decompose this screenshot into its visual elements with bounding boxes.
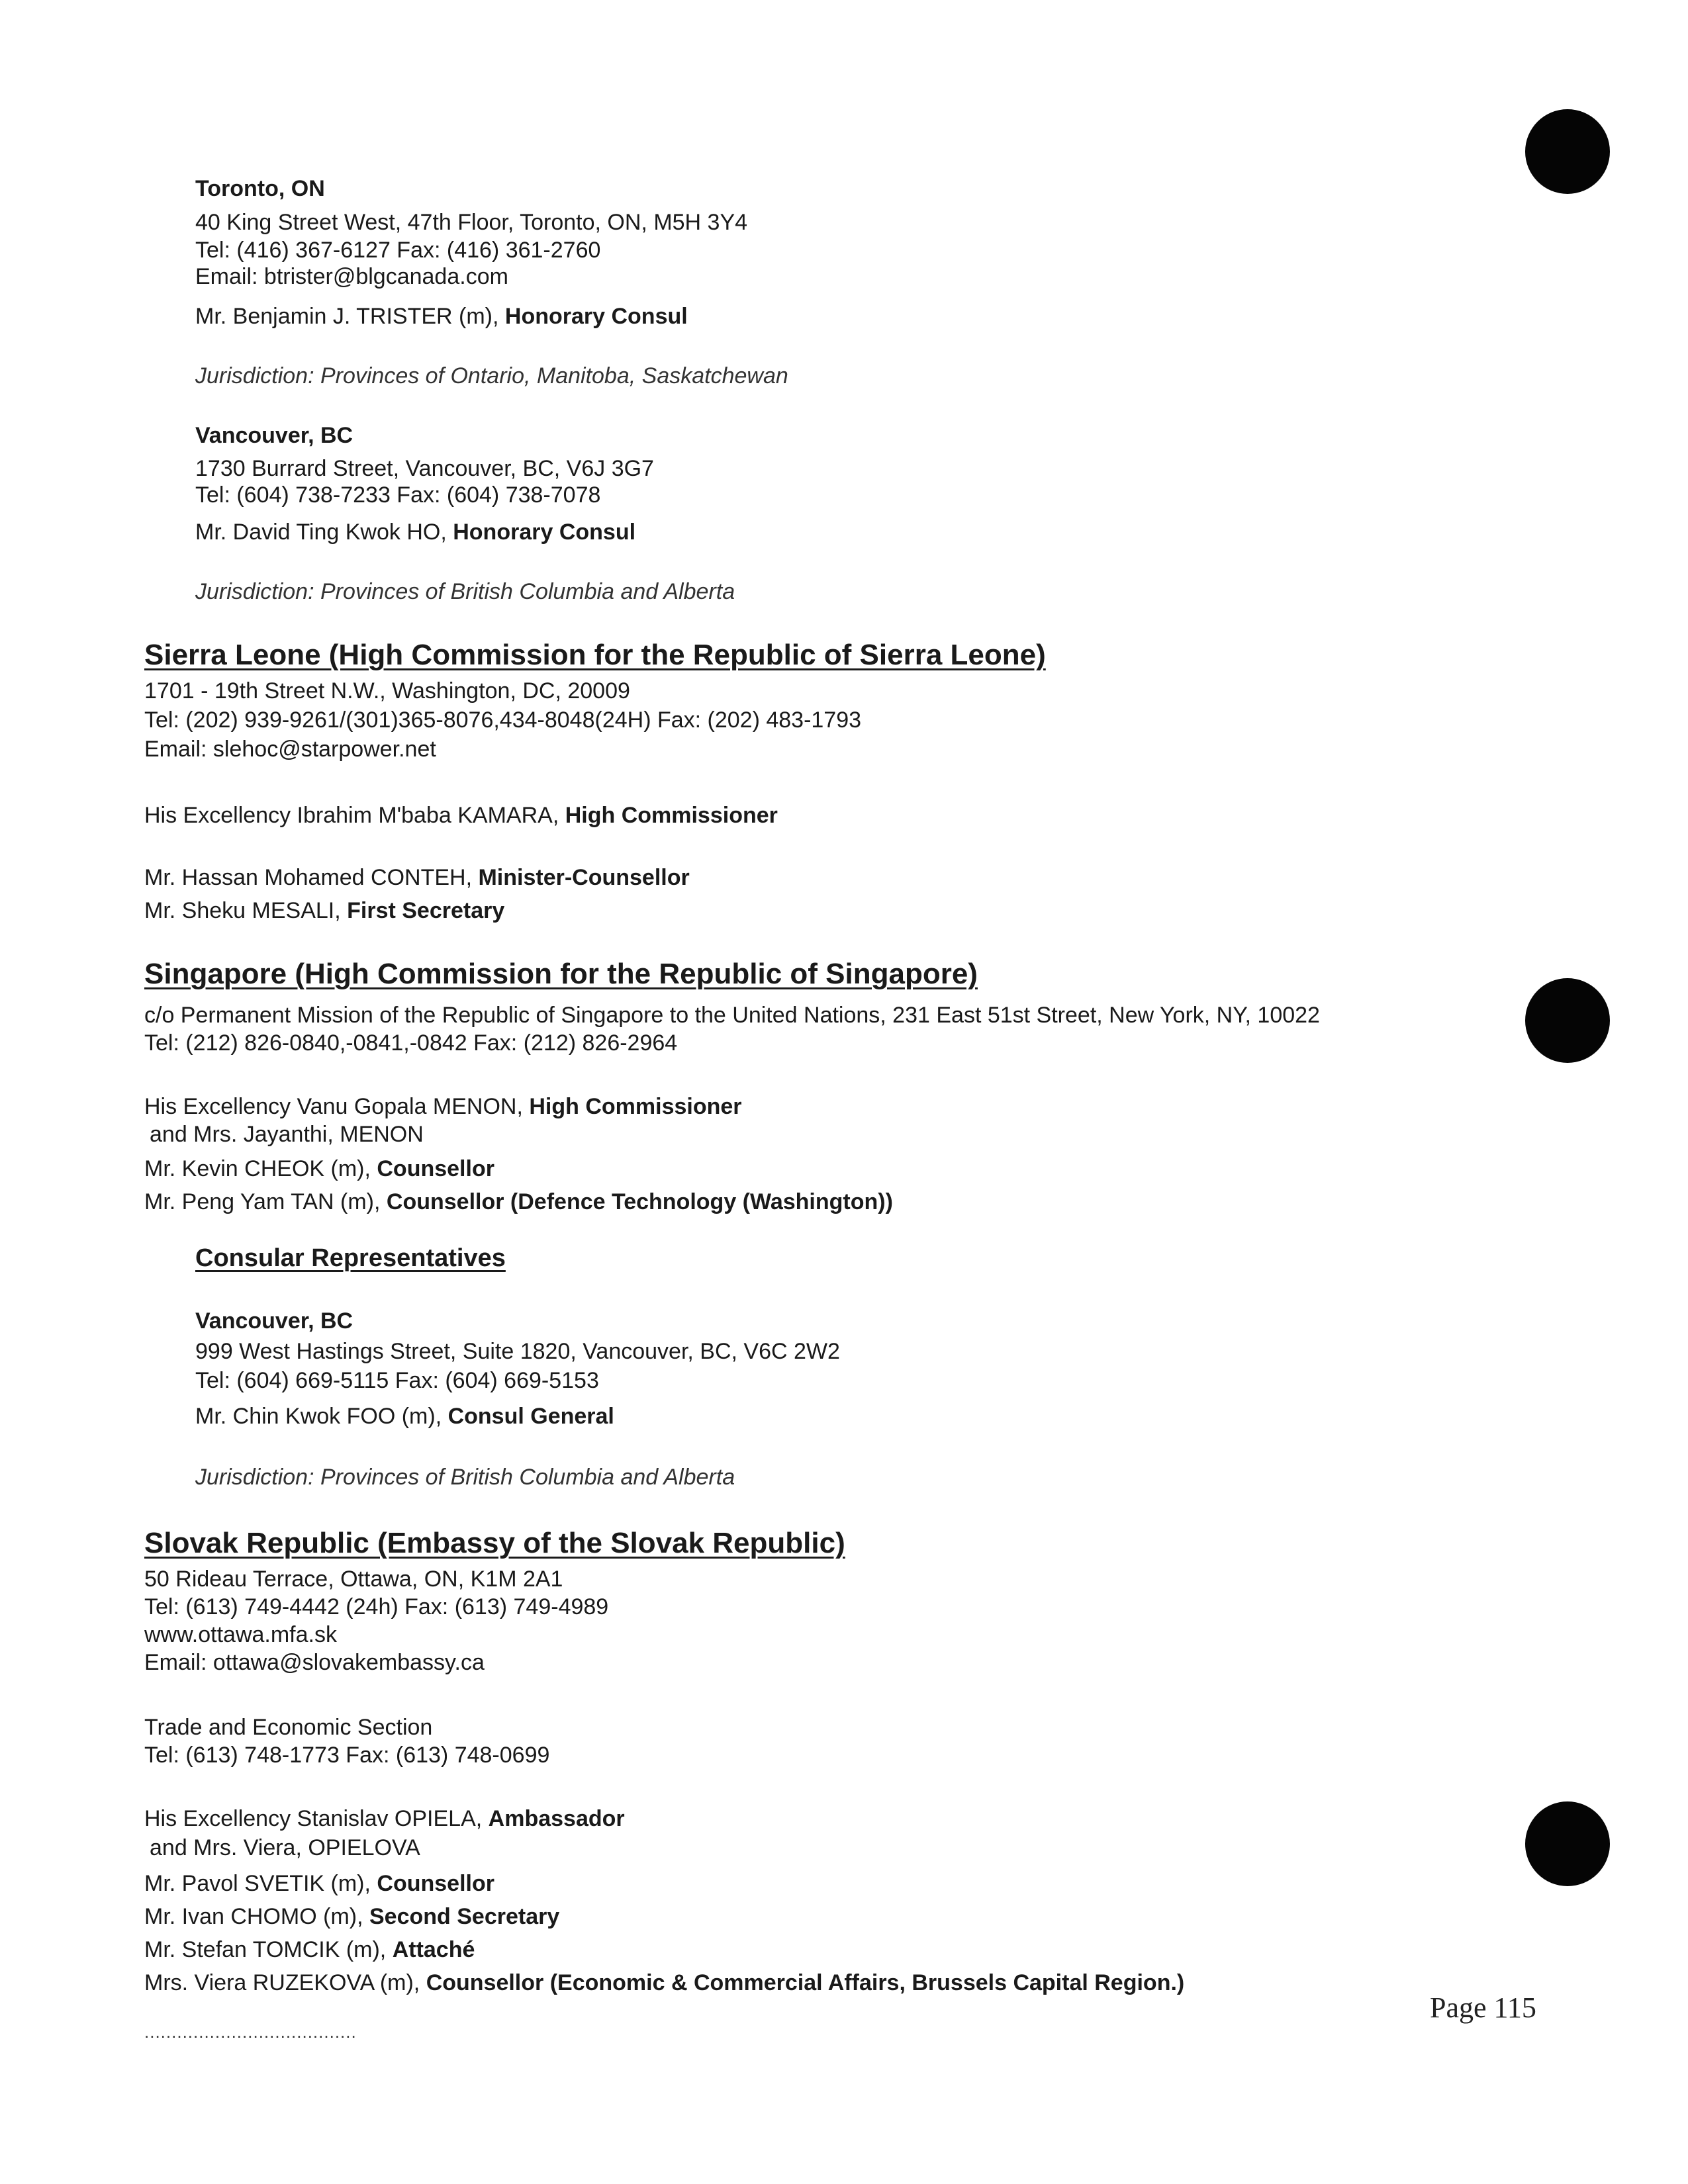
sierra-leone-email: Email: slehoc@starpower.net [144, 737, 436, 762]
slovak-trade-tel: Tel: (613) 748-1773 Fax: (613) 748-0699 [144, 1743, 550, 1768]
singapore-person-1 [144, 1093, 742, 1120]
singapore-consular-address: 999 West Hastings Street, Suite 1820, Vancouver, BC, V6C 2W2 [195, 1339, 840, 1364]
slovak-person-4 [144, 1936, 475, 1963]
slovak-person-5 [144, 1970, 1184, 1996]
vancouver1-jurisdiction: Jurisdiction: Provinces of British Columbia and Alberta [195, 579, 735, 604]
person-name: Mr. Ivan CHOMO (m), [144, 1904, 369, 1929]
singapore-person-2 [144, 1156, 494, 1182]
person-name: Mr. Hassan Mohamed CONTEH, [144, 865, 479, 890]
person-title: Minister-Counsellor [478, 865, 690, 890]
punch-hole-middle [1525, 978, 1610, 1063]
person-name: His Excellency Vanu Gopala MENON, [144, 1094, 530, 1119]
page-number: Page 115 [1430, 1991, 1536, 2024]
sierra-leone-address: 1701 - 19th Street N.W., Washington, DC, 20009 [144, 678, 630, 704]
person-name: Mr. Sheku MESALI, [144, 898, 348, 923]
singapore-consular-city: Vancouver, BC [195, 1308, 353, 1334]
person-title: High Commissioner [565, 803, 778, 828]
toronto-person-line [195, 303, 688, 330]
vancouver1-address: 1730 Burrard Street, Vancouver, BC, V6J 3G7 [195, 456, 654, 481]
slovak-person-3 [144, 1903, 559, 1930]
person-name: Mr. Chin Kwok FOO (m), [195, 1404, 448, 1429]
person-title: First Secretary [347, 898, 505, 923]
slovak-spouse: and Mrs. Viera, OPIELOVA [150, 1835, 420, 1860]
person-title: Counsellor [377, 1156, 494, 1181]
toronto-address: 40 King Street West, 47th Floor, Toronto, ON, M5H 3Y4 [195, 210, 748, 235]
slovak-email: Email: ottawa@slovakembassy.ca [144, 1650, 485, 1675]
slovak-address: 50 Rideau Terrace, Ottawa, ON, K1M 2A1 [144, 1567, 563, 1592]
person-name: Mr. Pavol SVETIK (m), [144, 1871, 377, 1896]
sierra-leone-person-1 [144, 802, 778, 829]
singapore-address: c/o Permanent Mission of the Republic of Singapore to the United Nations, 231 East 51st Street, New York, NY, 10022 [144, 1003, 1320, 1028]
person-name: Mrs. Viera RUZEKOVA (m), [144, 1970, 426, 1995]
person-name: His Excellency Stanislav OPIELA, [144, 1806, 489, 1831]
vancouver1-tel: Tel: (604) 738-7233 Fax: (604) 738-7078 [195, 482, 601, 508]
slovak-heading: Slovak Republic (Embassy of the Slovak Republic) [144, 1527, 845, 1559]
singapore-consular-heading: Consular Representatives [195, 1244, 506, 1272]
slovak-tel: Tel: (613) 749-4442 (24h) Fax: (613) 749-4989 [144, 1594, 609, 1619]
toronto-title: Honorary Consul [504, 304, 688, 329]
person-name: Mr. Peng Yam TAN (m), [144, 1189, 387, 1214]
slovak-trade-section: Trade and Economic Section [144, 1715, 433, 1740]
person-title: Second Secretary [369, 1904, 560, 1929]
person-title: Counsellor (Defence Technology (Washington)) [386, 1189, 893, 1214]
singapore-tel: Tel: (212) 826-0840,-0841,-0842 Fax: (212) 826-2964 [144, 1030, 678, 1056]
vancouver1-city: Vancouver, BC [195, 423, 353, 448]
person-title: High Commissioner [529, 1094, 742, 1119]
person-title: Counsellor [377, 1871, 494, 1896]
toronto-person: Mr. Benjamin J. TRISTER (m), [195, 304, 505, 329]
person-title: Counsellor (Economic & Commercial Affairs, Brussels Capital Region.) [426, 1970, 1185, 1995]
singapore-jurisdiction: Jurisdiction: Provinces of British Columbia and Alberta [195, 1465, 735, 1490]
singapore-heading: Singapore (High Commission for the Republic of Singapore) [144, 958, 978, 990]
slovak-person-1 [144, 1805, 625, 1832]
person-title: Ambassador [488, 1806, 625, 1831]
vancouver1-person: Mr. David Ting Kwok HO, [195, 520, 453, 545]
toronto-jurisdiction: Jurisdiction: Provinces of Ontario, Manitoba, Saskatchewan [195, 363, 788, 388]
person-title: Attaché [392, 1937, 475, 1962]
singapore-consular-person [195, 1403, 614, 1430]
person-name: His Excellency Ibrahim M'baba KAMARA, [144, 803, 565, 828]
slovak-website: www.ottawa.mfa.sk [144, 1622, 337, 1647]
person-name: Mr. Stefan TOMCIK (m), [144, 1937, 393, 1962]
punch-hole-bottom [1525, 1801, 1610, 1886]
vancouver1-person-line [195, 519, 635, 545]
slovak-person-2 [144, 1870, 494, 1897]
toronto-city: Toronto, ON [195, 176, 325, 201]
vancouver1-title: Honorary Consul [453, 520, 636, 545]
person-title: Consul General [447, 1404, 614, 1429]
singapore-person-3 [144, 1189, 893, 1215]
sierra-leone-tel: Tel: (202) 939-9261/(301)365-8076,434-8048(24H) Fax: (202) 483-1793 [144, 707, 862, 733]
toronto-tel: Tel: (416) 367-6127 Fax: (416) 361-2760 [195, 238, 601, 263]
person-name: Mr. Kevin CHEOK (m), [144, 1156, 377, 1181]
punch-hole-top [1525, 109, 1610, 194]
singapore-consular-tel: Tel: (604) 669-5115 Fax: (604) 669-5153 [195, 1368, 599, 1393]
sierra-leone-person-3 [144, 897, 504, 924]
sierra-leone-heading: Sierra Leone (High Commission for the Republic of Sierra Leone) [144, 639, 1046, 671]
sierra-leone-person-2 [144, 864, 690, 891]
trailing-dots: ....................................... [144, 2022, 357, 2042]
toronto-email: Email: btrister@blgcanada.com [195, 264, 508, 289]
singapore-spouse: and Mrs. Jayanthi, MENON [150, 1122, 424, 1147]
